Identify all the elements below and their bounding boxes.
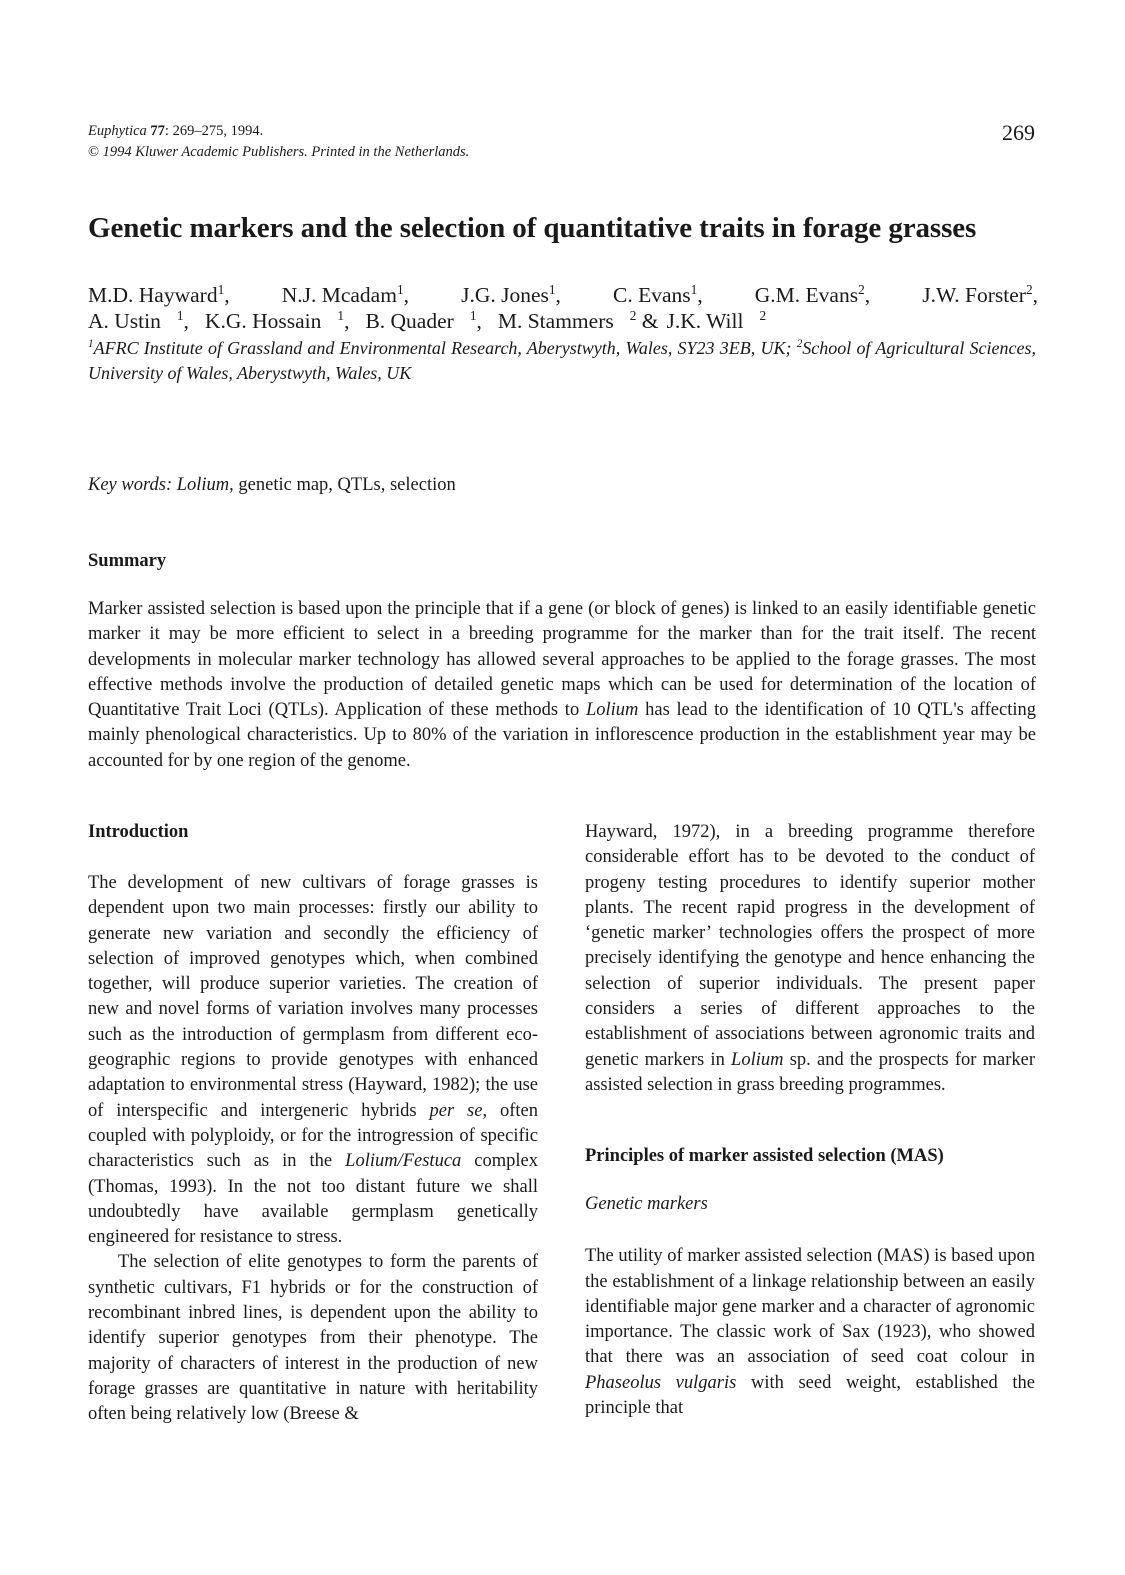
keywords <box>88 475 456 496</box>
affiliations <box>88 336 1036 386</box>
author-list <box>88 282 1038 334</box>
copyright-icon: © <box>88 144 100 160</box>
keywords-label: Key words: <box>88 475 173 495</box>
author: J.K. Will $^2$ <box>666 307 767 333</box>
author: B. Quader $^1$, <box>365 307 482 333</box>
affiliation-1: AFRC Institute of Grassland and Environmental Research, Aberystwyth, Wales, SY23 3EB, UK; <box>93 338 792 358</box>
summary-text: Marker assisted selection is based upon the principle that if a gene (or block of genes) is linked to an easily identifiable genetic marker it may be more efficient to select in a breeding programme for the marker than for the trait itself. The recent developments in molecular marker technology has allowed several approaches to be applied to the forage grasses. The most effective methods involve the production of detailed genetic maps which can be used for determination of the location of Quantitative Trait Loci (QTLs). Application of these methods to Lolium has lead to the identification of 10 QTL's affecting mainly phenological characteristics. Up to 80% of the variation in inflorescence production in the establishment year may be accounted for by one region of the genome. <box>88 599 1036 771</box>
author: M. Stammers $^2$ & <box>497 307 659 333</box>
article-title: Genetic markers and the selection of quantitative traits in forage grasses <box>88 212 977 244</box>
left-column <box>88 822 538 1428</box>
author: C. Evans$^1$, <box>613 281 703 307</box>
summary-heading: Summary <box>88 551 167 571</box>
affiliation-marker: 2 <box>796 338 803 351</box>
author: J.W. Forster$^2$, <box>922 281 1038 307</box>
keyword-lolium: Lolium <box>176 475 230 495</box>
page-number: 269 <box>1002 120 1035 145</box>
genetic-markers-subheading: Genetic markers <box>585 1194 708 1215</box>
right-column <box>585 820 1035 1421</box>
author: N.J. Mcadam$^1$, <box>281 281 409 307</box>
journal-name: Euphytica <box>88 123 147 139</box>
author: G.M. Evans$^2$, <box>754 281 871 307</box>
author-line-1 <box>88 282 1038 308</box>
journal-citation <box>88 121 469 163</box>
introduction-paragraph-3: Hayward, 1972), in a breeding programme therefore considerable effort has to be devoted to the conduct of progeny testing procedures to identify superior mother plants. The recent rapid progress in the development of ‘genetic marker’ technologies offers the prospect of more precisely identifying the genotype and hence enhancing the selection of superior individuals. The present paper considers a series of different approaches to the establishment of associations between agronomic traits and genetic markers in Lolium sp. and the prospects for marker assisted selection in grass breeding programmes. <box>585 822 1035 1095</box>
author: A. Ustin $^1$, <box>88 307 189 333</box>
journal-pages: : 269–275, 1994. <box>164 123 264 139</box>
mas-heading: Principles of marker assisted selection (MAS) <box>585 1146 944 1167</box>
affiliation-2: School of Agricultural Sciences, University of Wales, Aberystwyth, Wales, UK <box>88 338 1037 383</box>
citation-line <box>88 121 469 142</box>
author: M.D. Hayward$^1$, <box>88 281 230 307</box>
introduction-paragraph-2: The selection of elite genotypes to form the parents of synthetic cultivars, F1 hybrids or for the construction of recombinant inbred lines, is dependent upon the ability to identify superior genotypes from their phenotype. The majority of characters of interest in the production of new forage grasses are quantitative in nature with heritability often being relatively low (Breese & <box>88 1252 538 1425</box>
keywords-rest: , genetic map, QTLs, selection <box>229 475 456 495</box>
journal-volume: 77 <box>150 123 165 139</box>
copyright-text: 1994 Kluwer Academic Publishers. Printed in the Netherlands. <box>102 144 470 160</box>
introduction-paragraph-1: The development of new cultivars of forage grasses is dependent upon two main processes: firstly our ability to generate new variation and secondly the efficiency of selection of improved genotypes which, when combined together, will produce superior varieties. The creation of new and novel forms of variation involves many processes such as the introduction of germplasm from different eco-geographic regions to provide genotypes with enhanced adaptation to environmental stress (Hayward, 1982); the use of interspecific and intergeneric hybrids per se, often coupled with polyploidy, or for the introgression of specific characteristics such as in the Lolium/Festuca complex (Thomas, 1993). In the not too distant future we shall undoubtedly have available germplasm genetically engineered for resistance to stress. <box>88 873 539 1248</box>
author: K.G. Hossain $^1$, <box>204 307 350 333</box>
author-line-2 <box>88 308 1038 334</box>
author: J.G. Jones$^1$, <box>461 281 561 307</box>
affiliation-marker: 1 <box>88 338 94 351</box>
genetic-markers-paragraph: The utility of marker assisted selection (MAS) is based upon the establishment of a linkage relationship between an easily identifiable major gene marker and a character of agronomic importance. The classic work of Sax (1923), who showed that there was an association of seed coat colour in Phaseolus vulgaris with seed weight, established the principle that <box>585 1246 1035 1419</box>
copyright-line <box>88 142 469 163</box>
introduction-heading: Introduction <box>88 822 189 842</box>
